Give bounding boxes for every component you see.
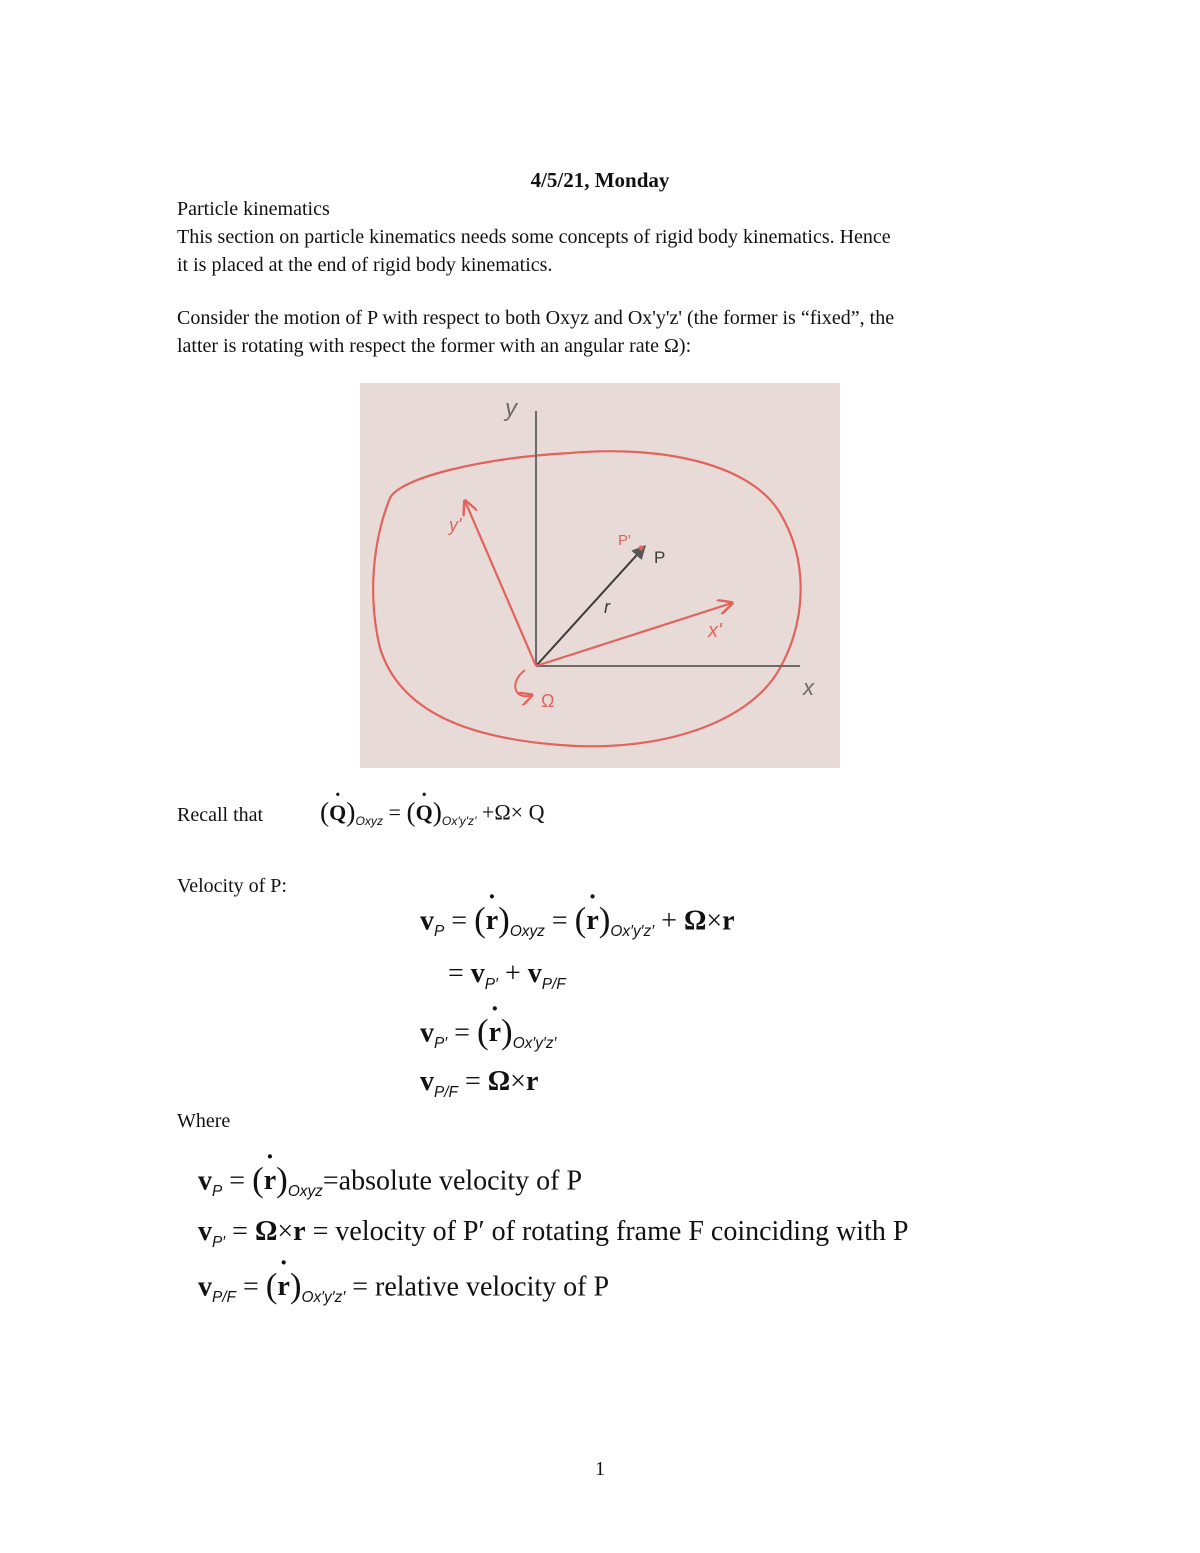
recall-equation: (˙ $Q)_{Oxyz}$ = (˙ $Q)_{Ox'y'z'} +\Omega\times Q$ — [320, 796, 544, 828]
where-eq-frame: $v_{P'} = \Omega\times r$ = velocity of P′ of rotating frame F coinciding with P — [198, 1216, 909, 1251]
desc-relative: = relative velocity of P — [352, 1271, 610, 1303]
velocity-label: Velocity of P: — [177, 875, 287, 897]
paper-background — [360, 383, 840, 768]
recall-sub-rotating: Ox'y'z' — [441, 814, 477, 829]
x-axis-label: x — [803, 675, 814, 700]
x-prime-label: x' — [708, 620, 722, 642]
where-eq-relative: $v_{P/F}$ = (˙ $r)_{Ox'y'z'}$ = relative velocity of P — [198, 1266, 609, 1307]
desc-frame: = velocity of P′ of rotating frame F coinciding with P — [312, 1216, 909, 1247]
desc-absolute: =absolute velocity of P — [322, 1165, 583, 1197]
page-date: 4/5/21, Monday — [530, 168, 670, 192]
intro-paragraph — [177, 195, 1037, 279]
r-vector-label: r — [604, 597, 610, 617]
consider-paragraph — [177, 304, 1037, 360]
p-prime-label: P' — [618, 532, 631, 549]
recall-sub-fixed: Oxyz — [355, 814, 384, 829]
q-dot-rotating: ˙ Q — [416, 800, 433, 826]
page-number: 1 — [595, 1458, 605, 1480]
velocity-eq-2: = $v_{P'} + v_{P/F}$ — [448, 958, 566, 993]
velocity-eq-1: $v_P$ = (˙ $r)_{Oxyz}$ = (˙ $r)_{Ox'y'z'} + \Omega\times r$ — [420, 900, 735, 941]
where-eq-absolute: $v_P$ = (˙ $r)_{Oxyz}=absolute$ velocity of P — [198, 1160, 582, 1201]
intro-line-1: This section on particle kinematics needs some concepts of rigid body kinematics. Hence — [177, 226, 891, 248]
velocity-eq-3: $v_{P'}$ = (˙ $r)_{Ox'y'z'}$ — [420, 1012, 556, 1053]
y-axis-label: y — [505, 395, 517, 422]
omega-label: Ω — [541, 691, 555, 711]
p-prime-point — [639, 546, 644, 551]
velocity-eq-4: $v_{P/F} = \Omega\times r$ — [420, 1066, 539, 1101]
consider-line-1: Consider the motion of P with respect to both Oxyz and Ox'y'z' (the former is “fixed”, the — [177, 307, 895, 329]
recall-plus: + — [481, 799, 495, 825]
where-label: Where — [177, 1110, 231, 1132]
recall-label: Recall that — [177, 804, 264, 826]
q-dot-fixed: ˙ Q — [329, 800, 346, 826]
y-prime-label: y' — [449, 515, 462, 535]
intro-line-2: it is placed at the end of rigid body kinematics. — [177, 254, 553, 276]
consider-line-2: latter is rotating with respect the former with an angular rate Ω): — [177, 335, 692, 357]
section-title: Particle kinematics — [177, 198, 330, 220]
recall-cross-term: Ω× Q — [494, 799, 545, 825]
frame-diagram-photo — [360, 383, 840, 768]
p-label: P — [654, 548, 666, 567]
